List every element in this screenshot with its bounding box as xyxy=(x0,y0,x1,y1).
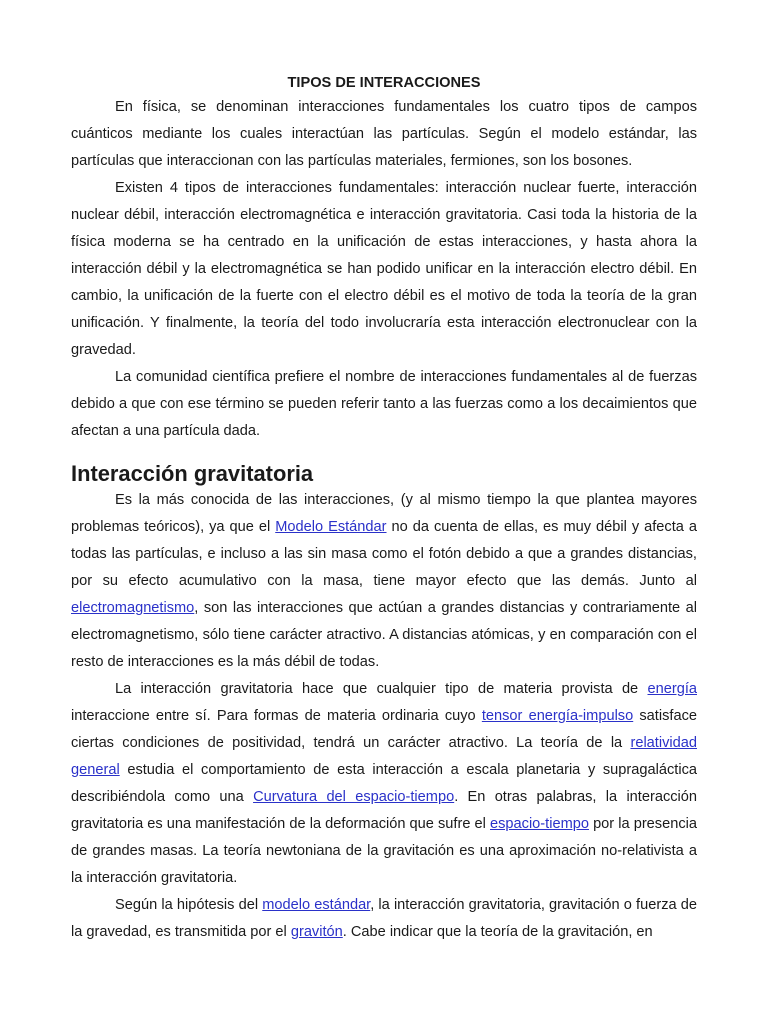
paragraph-text: Según la hipótesis del xyxy=(115,897,263,913)
paragraph-text: satisface ciertas condiciones de positividad, tendrá un carácter atractivo. La teoría de la xyxy=(71,708,697,751)
link-curvatura-espacio-tiempo[interactable]: Curvatura del espacio-tiempo xyxy=(253,789,455,805)
paragraph-text: , son las interacciones que actúan a grandes distancias y contrariamente al electromagnetismo, sólo tiene carácter atractivo. A distancias atómicas, y en comparación con el resto de interacciones es la más débil de todas. xyxy=(71,600,697,670)
paragraph-text: por la presencia de grandes masas. La teoría newtoniana de la gravitación es una aproximación no-relativista a la interacción gravitatoria. xyxy=(71,816,697,886)
intro-paragraph-2: Existen 4 tipos de interacciones fundamentales: interacción nuclear fuerte, interacción nuclear débil, interacción electromagnética e interacción gravitatoria. Casi toda la historia de la física moderna se ha centrado en la unificación de estas interacciones, y hasta ahora la interacción débil y la electromagnética se han podido unificar en la interacción electro débil. En cambio, la unificación de la fuerte con el electro débil es el motivo de toda la teoría de la gran unificación. Y finalmente, la teoría del todo involucraría esta interacción electronuclear con la gravedad. xyxy=(71,180,697,358)
paragraph-text: . Cabe indicar que la teoría de la gravitación, en xyxy=(342,924,653,940)
section-paragraph-1 xyxy=(71,487,697,676)
link-modelo-estandar[interactable]: Modelo Estándar xyxy=(275,519,387,535)
document-title: TIPOS DE INTERACCIONES xyxy=(287,75,481,91)
section-paragraph-3 xyxy=(71,892,697,946)
link-modelo-estandar-lower[interactable]: modelo estándar xyxy=(262,897,371,913)
link-graviton[interactable]: gravitón xyxy=(290,924,343,940)
intro-paragraph-3: La comunidad científica prefiere el nombre de interacciones fundamentales al de fuerzas debido a que con ese término se pueden referir tanto a las fuerzas como a los decaimientos que afectan a una partícula dada. xyxy=(71,369,697,439)
link-electromagnetismo[interactable]: electromagnetismo xyxy=(71,600,195,616)
link-tensor-energia-impulso[interactable]: tensor energía-impulso xyxy=(481,708,634,724)
document-body xyxy=(71,72,697,946)
paragraph-text: La interacción gravitatoria hace que cualquier tipo de materia provista de xyxy=(115,681,648,697)
link-espacio-tiempo[interactable]: espacio-tiempo xyxy=(490,816,589,832)
paragraph-text: no da cuenta de ellas, es muy débil y afecta a todas las partículas, e incluso a las sin masa como el fotón debido a que a grandes distancias, por su efecto acumulativo con la masa, tiene mayor efecto que las demás. Junto al xyxy=(71,519,697,589)
paragraph-text: Es la más conocida de las interacciones, (y al mismo tiempo la que plantea mayores problemas teóricos), ya que el xyxy=(71,492,697,535)
paragraph-text: , la interacción gravitatoria, gravitación o fuerza de la gravedad, es transmitida por el xyxy=(71,897,697,940)
section-paragraph-2 xyxy=(71,676,697,892)
intro-paragraph-1: En física, se denominan interacciones fundamentales los cuatro tipos de campos cuánticos mediante los cuales interactúan las partículas. Según el modelo estándar, las partículas que interaccionan con las partículas materiales, fermiones, son los bosones. xyxy=(71,99,697,169)
section-heading: Interacción gravitatoria xyxy=(71,461,314,486)
link-energia[interactable]: energía xyxy=(647,681,697,697)
paragraph-text: interaccione entre sí. Para formas de materia ordinaria cuyo xyxy=(71,708,482,724)
link-relatividad-general[interactable]: relatividad general xyxy=(71,735,697,778)
paragraph-text: estudia el comportamiento de esta interacción a escala planetaria y supragaláctica describiéndola como una xyxy=(71,762,697,805)
paragraph-text: . En otras palabras, la interacción gravitatoria es una manifestación de la deformación que sufre el xyxy=(71,789,698,832)
